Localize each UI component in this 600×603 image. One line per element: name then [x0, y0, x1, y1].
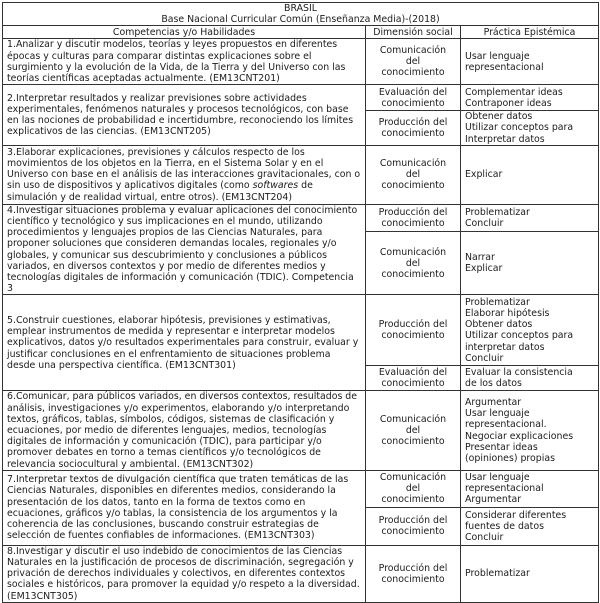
- table-row: [3, 391, 599, 470]
- competencia-cell: 7.Interpretar textos de divulgación científica que traten temáticas de las Ciencias Naturales, disponibles en diferentes medios, considerando la presentación de los datos, tanto en la forma de textos como en ecuaciones, gráficos y/o tablas, la consistencia de los argumentos y la coherencia de las conclusiones, buscando construir estrategias de selección de fuentes confiables de informaciones. (EM13CNT303): [3, 470, 366, 545]
- practica-item: Utilizar conceptos para: [465, 122, 574, 134]
- dimension-cell: [366, 204, 461, 232]
- practica-item: representacional: [465, 483, 544, 495]
- practica-item: representacional: [465, 61, 544, 73]
- dimension-line: Producción del: [378, 319, 448, 331]
- practica-cell: [461, 111, 599, 146]
- practica-cell: [461, 545, 599, 602]
- dimension-line: conocimiento: [381, 330, 445, 342]
- title-row: [3, 3, 599, 26]
- dimension-line: Evaluación del: [378, 86, 448, 98]
- practica-item: Obtener datos: [465, 111, 533, 123]
- header-competencias: Competencias y/o Habilidades: [3, 26, 366, 39]
- table-row: [3, 470, 599, 507]
- practica-item: Argumentar: [465, 494, 522, 506]
- dimension-line: del: [405, 169, 421, 181]
- competencia-cell: 8.Investigar y discutir el uso indebido de conocimientos de las Ciencias Naturales en la justificación de procesos de discriminación, segregación y privación de derechos individuales y colectivos, en diferentes contextos sociales e históricos, para promover la equidad y/o respeto a la diversidad. (EM13CNT305): [3, 545, 366, 602]
- dimension-line: conocimiento: [381, 494, 445, 506]
- practica-cell: [461, 507, 599, 545]
- practica-item: Complementar ideas: [465, 86, 563, 98]
- table-title: [3, 3, 599, 26]
- dimension-cell: [366, 111, 461, 146]
- practica-cell: [461, 39, 599, 85]
- practica-cell: [461, 145, 599, 204]
- competencia-cell: [3, 145, 366, 204]
- practica-item: Obtener datos: [465, 319, 533, 331]
- table-row: [3, 145, 599, 204]
- table-row: [3, 85, 599, 111]
- practica-cell: [461, 391, 599, 470]
- title-country: BRASIL: [284, 3, 317, 14]
- practica-cell: [461, 366, 599, 391]
- dimension-line: del: [405, 56, 421, 68]
- practica-item: Concluir: [465, 531, 504, 543]
- dimension-line: Producción del: [378, 562, 448, 574]
- dimension-cell: [366, 232, 461, 295]
- competencia-cell: 2.Interpretar resultados y realizar previsiones sobre actividades experimentales, fenómenos naturales y procesos tecnológicos, con base en las nociones de probabilidad e incertidumbre, reconociendo los límites explicativos de las ciencias. (EM13CNT205): [3, 85, 366, 146]
- practica-item: Concluir: [465, 352, 504, 364]
- practica-cell: [461, 204, 599, 232]
- dimension-line: conocimiento: [381, 573, 445, 585]
- dimension-line: Comunicación: [379, 413, 447, 425]
- practica-item: Utilizar conceptos para: [465, 330, 574, 342]
- dimension-line: Producción del: [378, 116, 448, 128]
- header-practica: Práctica Epistémica: [461, 26, 599, 39]
- dimension-line: Evaluación del: [378, 367, 448, 379]
- practica-item: Interpretar datos: [465, 133, 545, 145]
- table-row: [3, 39, 599, 85]
- competencia-italic-term: softwares: [252, 180, 299, 192]
- practica-item: Problematizar: [465, 206, 530, 218]
- dimension-line: del: [405, 483, 421, 495]
- header-row: [3, 26, 599, 39]
- competencia-cell: 6.Comunicar, para públicos variados, en diversos contextos, resultados de análisis, investigaciones y/o experimentos, elaborando y/o interpretando textos, gráficos, tablas, símbolos, códigos, sistemas de clasificación y ecuaciones, por medio de diferentes lenguajes, medios, tecnologías digitales de información y comunicación (TDIC), para participar y/o promover debates en torno a temas científicos y/o tecnológicos de relevancia sociocultural y ambiental. (EM13CNT302): [3, 391, 366, 470]
- practica-cell: [461, 232, 599, 295]
- competencia-cell: 4.Investigar situaciones problema y evaluar aplicaciones del conocimiento científico y tecnológico y sus implicaciones en el mundo, utilizando procedimientos y lenguajes propios de las Ciencias Naturales, para proponer soluciones que consideren demandas locales, regionales y/o globales, y comunicar sus descubrimiento y conclusiones a públicos variados, en diversos contextos y por medio de diferentes medios y tecnologías digitales de información y comunicación (TDIC). Competencia 3: [3, 204, 366, 295]
- practica-cell: [461, 295, 599, 366]
- practica-item: Considerar diferentes: [465, 509, 567, 521]
- practica-cell: [461, 85, 599, 111]
- practica-item: Usar lenguaje: [465, 472, 530, 484]
- practica-item: Usar lenguaje: [465, 50, 530, 62]
- practica-item: Problematizar: [465, 568, 530, 580]
- dimension-line: conocimiento: [381, 378, 445, 390]
- practica-cell: [461, 470, 599, 507]
- dimension-line: conocimiento: [381, 128, 445, 140]
- dimension-cell: [366, 39, 461, 85]
- practica-item: de los datos: [465, 378, 522, 390]
- dimension-cell: [366, 545, 461, 602]
- dimension-cell: [366, 366, 461, 391]
- practica-item: interpretar datos: [465, 341, 545, 353]
- title-subtitle: Base Nacional Curricular Común (Enseñanza Media)-(2018): [161, 14, 440, 26]
- dimension-cell: [366, 507, 461, 545]
- dimension-line: conocimiento: [381, 67, 445, 79]
- dimension-cell: [366, 145, 461, 204]
- dimension-line: Comunicación: [379, 45, 447, 56]
- dimension-line: conocimiento: [381, 269, 445, 281]
- dimension-line: Producción del: [378, 206, 448, 218]
- dimension-line: Producción del: [378, 515, 448, 527]
- table-row: [3, 295, 599, 366]
- competencia-text: de simulación y de realidad virtual, entre otros). (EM13CNT204): [7, 180, 313, 203]
- bncc-table: [2, 2, 599, 603]
- header-dimension: Dimensión social: [366, 26, 461, 39]
- dimension-cell: [366, 391, 461, 470]
- competencia-text: 3.Elaborar explicaciones, previsiones y cálculos respecto de los movimientos de los objetos en la Tierra, en el Sistema Solar y en el Universo con base en el análisis de las interacciones gravitacionales, con o sin uso de dispositivos y aplicativos digitales (como: [7, 146, 361, 192]
- practica-item: representacional.: [465, 419, 547, 431]
- dimension-line: conocimiento: [381, 526, 445, 538]
- competencia-cell: 1.Analizar y discutir modelos, teorías y leyes propuestos en diferentes épocas y culturas para comparar distintas explicaciones sobre el surgimiento y la evolución de la Vida, de la Tierra y del Universo con las teorías científicas aceptadas actualmente. (EM13CNT201): [3, 39, 366, 85]
- dimension-cell: [366, 295, 461, 366]
- dimension-line: Comunicación: [379, 472, 447, 484]
- practica-item: Negociar explicaciones: [465, 430, 574, 442]
- practica-item: Problematizar: [465, 296, 530, 308]
- dimension-line: Comunicación: [379, 246, 447, 258]
- dimension-line: conocimiento: [381, 97, 445, 109]
- practica-item: Usar lenguaje: [465, 408, 530, 420]
- table-row: [3, 204, 599, 232]
- practica-item: Elaborar hipótesis: [465, 308, 550, 320]
- dimension-line: Comunicación: [379, 158, 447, 170]
- competencia-cell: 5.Construir cuestiones, elaborar hipótesis, previsiones y estimativas, emplear instrumentos de medida y representar e interpretar modelos explicativos, datos y/o resultados experimentales para construir, evaluar y justificar conclusiones en el enfrentamiento de situaciones problema desde una perspectiva científica. (EM13CNT301): [3, 295, 366, 391]
- practica-item: Explicar: [465, 263, 503, 275]
- dimension-line: conocimiento: [381, 180, 445, 192]
- practica-item: Concluir: [465, 218, 504, 230]
- practica-item: Evaluar la consistencia: [465, 367, 573, 379]
- practica-item: Argumentar: [465, 397, 522, 409]
- dimension-line: del: [405, 425, 421, 437]
- dimension-line: conocimiento: [381, 436, 445, 448]
- practica-item: (opiniones) propias: [465, 453, 555, 465]
- dimension-cell: [366, 85, 461, 111]
- dimension-line: conocimiento: [381, 218, 445, 230]
- practica-item: fuentes de datos: [465, 520, 544, 532]
- dimension-line: del: [405, 257, 421, 269]
- table-row: [3, 545, 599, 602]
- practica-item: Presentar ideas: [465, 441, 538, 453]
- practica-item: Contraponer ideas: [465, 97, 552, 109]
- dimension-cell: [366, 470, 461, 507]
- practica-item: Narrar: [465, 252, 495, 264]
- practica-item: Explicar: [465, 169, 503, 181]
